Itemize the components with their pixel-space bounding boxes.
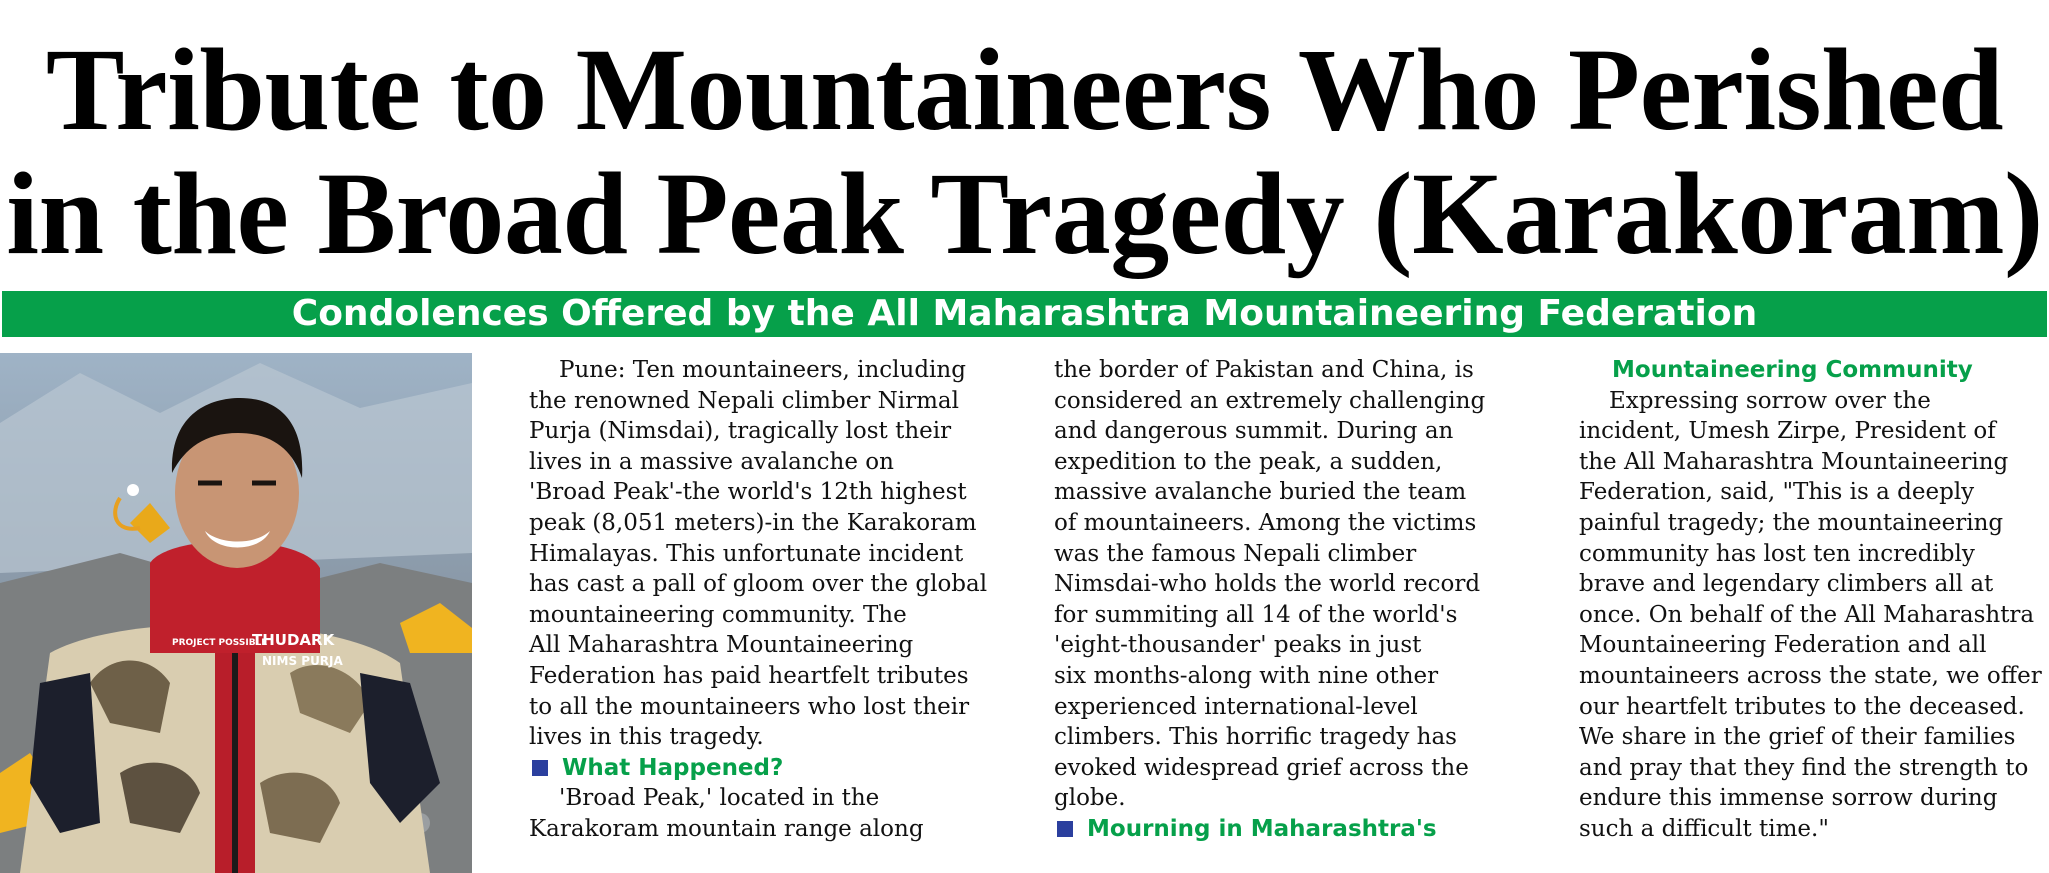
subhead-community: Mountaineering Community xyxy=(1612,357,1973,383)
col1-line: mountaineering community. The xyxy=(529,601,907,628)
col3-line: our heartfelt tributes to the deceased. xyxy=(1579,693,2025,720)
subhead-text: Mourning in Maharashtra's xyxy=(1087,815,1437,842)
col2-line: 'eight-thousander' peaks in just xyxy=(1054,632,1422,659)
subhead-text: What Happened? xyxy=(562,754,784,781)
square-bullet-icon xyxy=(1057,821,1073,837)
subtitle-banner: Condolences Offered by the All Maharashtra Mountaineering Federation xyxy=(2,291,2047,337)
jacket-brand-text: THUDARK xyxy=(252,631,335,649)
headline xyxy=(0,24,2049,279)
col2-line: massive avalanche buried the team xyxy=(1054,479,1467,506)
col1-line: 'Broad Peak'-the world's 12th highest xyxy=(529,479,967,506)
col1-line: to all the mountaineers who lost their xyxy=(529,693,970,720)
col1-line: Karakoram mountain range along xyxy=(529,815,924,842)
article-column-1 xyxy=(529,355,987,845)
col2-line: for summiting all 14 of the world's xyxy=(1054,601,1458,628)
col2-line: Nimsdai-who holds the world record xyxy=(1054,571,1481,598)
jacket-name-text: NIMS PURJA xyxy=(262,654,343,668)
col1-line: All Maharashtra Mountaineering xyxy=(529,632,914,659)
col3-line: We share in the grief of their families xyxy=(1579,724,2016,751)
col1-line: 'Broad Peak,' located in the xyxy=(559,785,880,812)
climber-photo xyxy=(0,353,472,873)
col2-line: and dangerous summit. During an xyxy=(1054,418,1454,445)
col1-line: Himalayas. This unfortunate incident xyxy=(529,540,964,567)
col3-line: incident, Umesh Zirpe, President of xyxy=(1579,418,1996,445)
col2-line: considered an extremely challenging xyxy=(1054,387,1486,414)
col3-line: Federation, said, "This is a deeply xyxy=(1579,479,1975,506)
col1-line: Purja (Nimsdai), tragically lost their xyxy=(529,418,952,445)
jacket-project-text: PROJECT POSSIBLE xyxy=(172,638,268,648)
col3-line: Mountaineering Federation and all xyxy=(1579,632,1987,659)
col1-line: peak (8,051 meters)-in the Karakoram xyxy=(529,509,977,536)
article-column-3 xyxy=(1579,355,2042,845)
col3-line: the All Maharashtra Mountaineering xyxy=(1579,448,2009,475)
col3-line: once. On behalf of the All Maharashtra xyxy=(1579,601,2035,628)
col1-line: the renowned Nepali climber Nirmal xyxy=(529,387,959,414)
col1-line: has cast a pall of gloom over the global xyxy=(529,571,988,598)
headline-line-2: in the Broad Peak Tragedy (Karakoram) xyxy=(6,148,2043,279)
col3-line: Expressing sorrow over the xyxy=(1609,387,1931,414)
col3-line: such a difficult time." xyxy=(1579,815,1829,842)
col2-line: the border of Pakistan and China, is xyxy=(1054,357,1474,383)
col2-line: climbers. This horrific tragedy has xyxy=(1054,724,1457,751)
square-bullet-icon xyxy=(532,760,548,776)
col2-line: expedition to the peak, a sudden, xyxy=(1054,448,1443,475)
col2-line: evoked widespread grief across the xyxy=(1054,754,1469,781)
article-column-2 xyxy=(1054,355,1485,845)
col3-line: community has lost ten incredibly xyxy=(1579,540,1975,567)
col2-line: globe. xyxy=(1054,785,1126,812)
col3-line: painful tragedy; the mountaineering xyxy=(1579,509,2004,536)
col3-line: mountaineers across the state, we offer xyxy=(1579,662,2042,689)
col2-line: of mountaineers. Among the victims xyxy=(1054,509,1477,536)
col2-line: six months-along with nine other xyxy=(1054,662,1439,689)
subhead-what-happened xyxy=(529,753,987,784)
col1-line: Pune: Ten mountaineers, including xyxy=(559,357,966,383)
col2-line: was the famous Nepali climber xyxy=(1054,540,1417,567)
col3-line: endure this immense sorrow during xyxy=(1579,785,1998,812)
col1-line: lives in this tragedy. xyxy=(529,724,764,751)
col3-line: brave and legendary climbers all at xyxy=(1579,571,1994,598)
col2-line: experienced international-level xyxy=(1054,693,1418,720)
subhead-mourning xyxy=(1054,814,1485,845)
col1-line: lives in a massive avalanche on xyxy=(529,448,894,475)
col1-line: Federation has paid heartfelt tributes xyxy=(529,662,969,689)
col3-line: and pray that they find the strength to xyxy=(1579,754,2029,781)
headline-line-1: Tribute to Mountaineers Who Perished xyxy=(45,24,2004,155)
